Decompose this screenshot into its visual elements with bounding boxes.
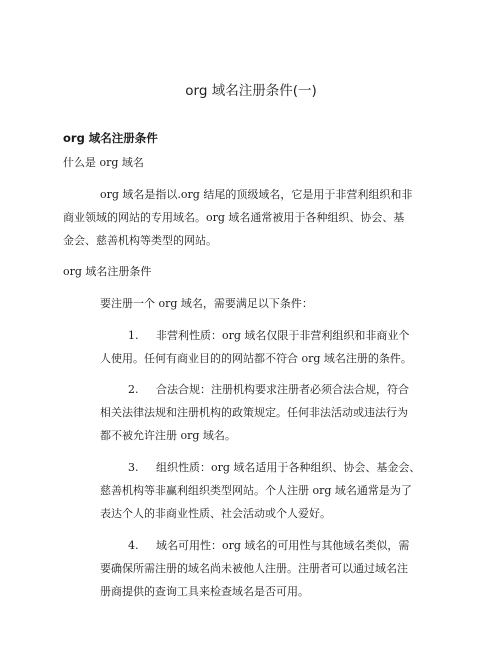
list-item — [128, 383, 409, 397]
conditions-intro: 要注册一个 org 域名，需要满足以下条件： — [100, 297, 313, 310]
list-item-line: 非营利性质：org 域名仅限于非营利组织和非商业个 — [156, 329, 410, 342]
section-heading: org 域名注册条件 — [63, 131, 158, 145]
paragraph-line: 商业领域的网站的专用域名。org 域名通常被用于各种组织、协会、基 — [63, 211, 405, 224]
question-what-is-org: 什么是 org 域名 — [63, 156, 144, 169]
list-item-line: 表达个人的非商业性质、社会活动或个人爱好。 — [100, 507, 331, 520]
list-item-line: 册商提供的查询工具来检查域名是否可用。 — [100, 585, 309, 598]
list-item-line: 都不被允许注册 org 域名。 — [100, 429, 236, 442]
list-item — [128, 539, 409, 553]
list-item-line: 域名可用性：org 域名的可用性与其他域名类似，需 — [156, 539, 410, 552]
list-item-line: 合法合规：注册机构要求注册者必须合法合规，符合 — [156, 383, 409, 396]
list-item-line: 要确保所需注册的域名尚未被他人注册。注册者可以通过域名注 — [100, 562, 408, 575]
list-item — [128, 461, 420, 475]
paragraph-line: 金会、慈善机构等类型的网站。 — [63, 234, 217, 247]
list-item-number: 3. — [128, 461, 139, 474]
list-item-line: 组织性质：org 域名适用于各种组织、协会、基金会、 — [156, 461, 421, 474]
page-title: org 域名注册条件(一) — [185, 83, 317, 99]
list-item — [128, 329, 409, 343]
list-item-number: 2. — [128, 383, 139, 396]
subheading-conditions: org 域名注册条件 — [63, 265, 152, 278]
list-item-line: 慈善机构等非赢利组织类型网站。个人注册 org 域名通常是为了 — [100, 484, 412, 497]
list-item-number: 1. — [128, 329, 139, 342]
list-item-line: 人使用。任何有商业目的的网站都不符合 org 域名注册的条件。 — [100, 352, 412, 365]
list-item-line: 相关法律法规和注册机构的政策规定。任何非法活动或违法行为 — [100, 406, 408, 419]
paragraph-line: org 域名是指以.org 结尾的顶级域名，它是用于非营利组织和非 — [100, 188, 413, 201]
list-item-number: 4. — [128, 539, 139, 552]
